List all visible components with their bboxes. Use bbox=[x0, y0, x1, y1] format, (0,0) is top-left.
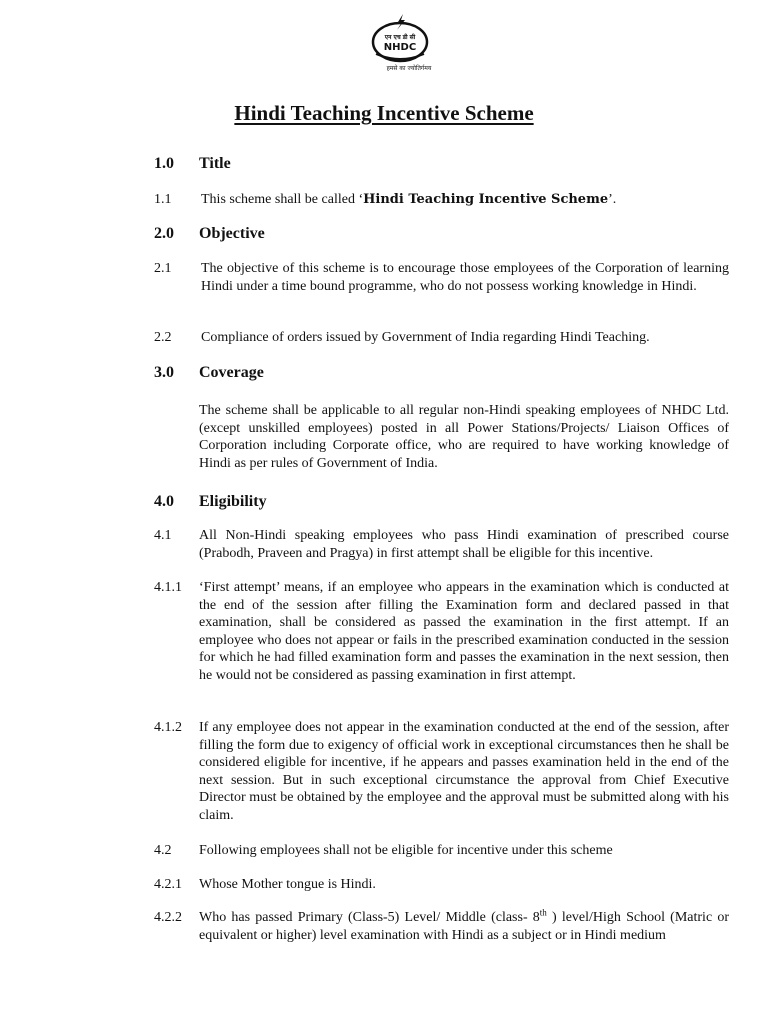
clause-text: Following employees shall not be eligible for incentive under this scheme bbox=[199, 843, 613, 858]
clause-2-1 bbox=[154, 260, 729, 295]
clause-4-1-2 bbox=[154, 719, 729, 824]
clause-number: 1.1 bbox=[154, 192, 172, 207]
clause-number: 4.2.1 bbox=[154, 877, 182, 892]
clause-4-1-1 bbox=[154, 579, 729, 684]
clause-4-1 bbox=[154, 527, 729, 562]
section-number: 2.0 bbox=[154, 225, 174, 242]
clause-text: If any employee does not appear in the examination conducted at the end of the session, after filling the form due to exigency of official work in exceptional circumstances then he shall be considered eligible for incentive, if he appears and passes examination held in the end of the next session. But in such exceptional circumstance the approval from Chief Executive Director must be obtained by the employee and the approval must be submitted along with his claim. bbox=[199, 720, 729, 823]
superscript: th bbox=[539, 907, 547, 918]
scheme-name: Hindi Teaching Incentive Scheme bbox=[363, 192, 609, 207]
nhdc-logo bbox=[360, 12, 450, 74]
logo-abbr: NHDC bbox=[383, 42, 417, 53]
clause-text: Whose Mother tongue is Hindi. bbox=[199, 877, 376, 892]
coverage-paragraph: The scheme shall be applicable to all regular non-Hindi speaking employees of NHDC Ltd. (except unskilled employees) posted in all Power Stations/Projects/ Liaison Offices of Corporation including Corporate office, who are required to have working knowledge of Hindi as per rules of Government of India. bbox=[199, 403, 729, 471]
section-number: 1.0 bbox=[154, 155, 174, 172]
section-title: Title bbox=[199, 155, 231, 172]
section-number: 4.0 bbox=[154, 493, 174, 510]
clause-4-2 bbox=[154, 842, 729, 860]
clause-number: 4.1 bbox=[154, 528, 172, 543]
clause-text: Compliance of orders issued by Government of India regarding Hindi Teaching. bbox=[201, 330, 650, 345]
clause-number: 4.2.2 bbox=[154, 910, 182, 925]
clause-number: 4.2 bbox=[154, 843, 172, 858]
clause-1-1 bbox=[154, 191, 729, 209]
clause-number: 2.2 bbox=[154, 330, 172, 345]
section-title: Objective bbox=[199, 225, 265, 242]
clause-4-2-2 bbox=[154, 909, 729, 944]
clause-text: ‘First attempt’ means, if an employee who appears in the examination which is conducted at the end of the session after filling the Examination form and declared passed in that examination, shall be considered as passed the examination in the first attempt. If an employee who does not appear or fails in the prescribed examination conducted in the session for which he had filled examination form and passes the examination in the next session, then he would not be considered as passing examination in first attempt. bbox=[199, 580, 729, 683]
clause-text: This scheme shall be called ‘Hindi Teaching Incentive Scheme’. bbox=[201, 192, 617, 207]
clause-4-2-1 bbox=[154, 876, 729, 894]
clause-number: 4.1.2 bbox=[154, 720, 182, 735]
section-title: Coverage bbox=[199, 364, 264, 381]
clause-text: Who has passed Primary (Class-5) Level/ Middle (class- 8th ) level/High School (Matric or equivalent or higher) level examination with Hindi as a subject or in Hindi medium bbox=[199, 907, 729, 943]
section-title: Eligibility bbox=[199, 493, 267, 510]
clause-number: 4.1.1 bbox=[154, 580, 182, 595]
clause-text: The objective of this scheme is to encourage those employees of the Corporation of learning Hindi under a time bound programme, who do not possess working knowledge in Hindi. bbox=[201, 261, 729, 294]
clause-2-2 bbox=[154, 329, 729, 347]
logo-devanagari: एन एच डी सी bbox=[384, 34, 416, 41]
document-title: Hindi Teaching Incentive Scheme bbox=[234, 101, 534, 125]
clause-number: 2.1 bbox=[154, 261, 172, 276]
logo-motto: हमसे का ज्योतिर्गमय bbox=[386, 65, 432, 72]
clause-text: All Non-Hindi speaking employees who pass Hindi examination of prescribed course (Prabodh, Praveen and Pragya) in first attempt shall be eligible for this incentive. bbox=[199, 528, 729, 561]
section-number: 3.0 bbox=[154, 364, 174, 381]
